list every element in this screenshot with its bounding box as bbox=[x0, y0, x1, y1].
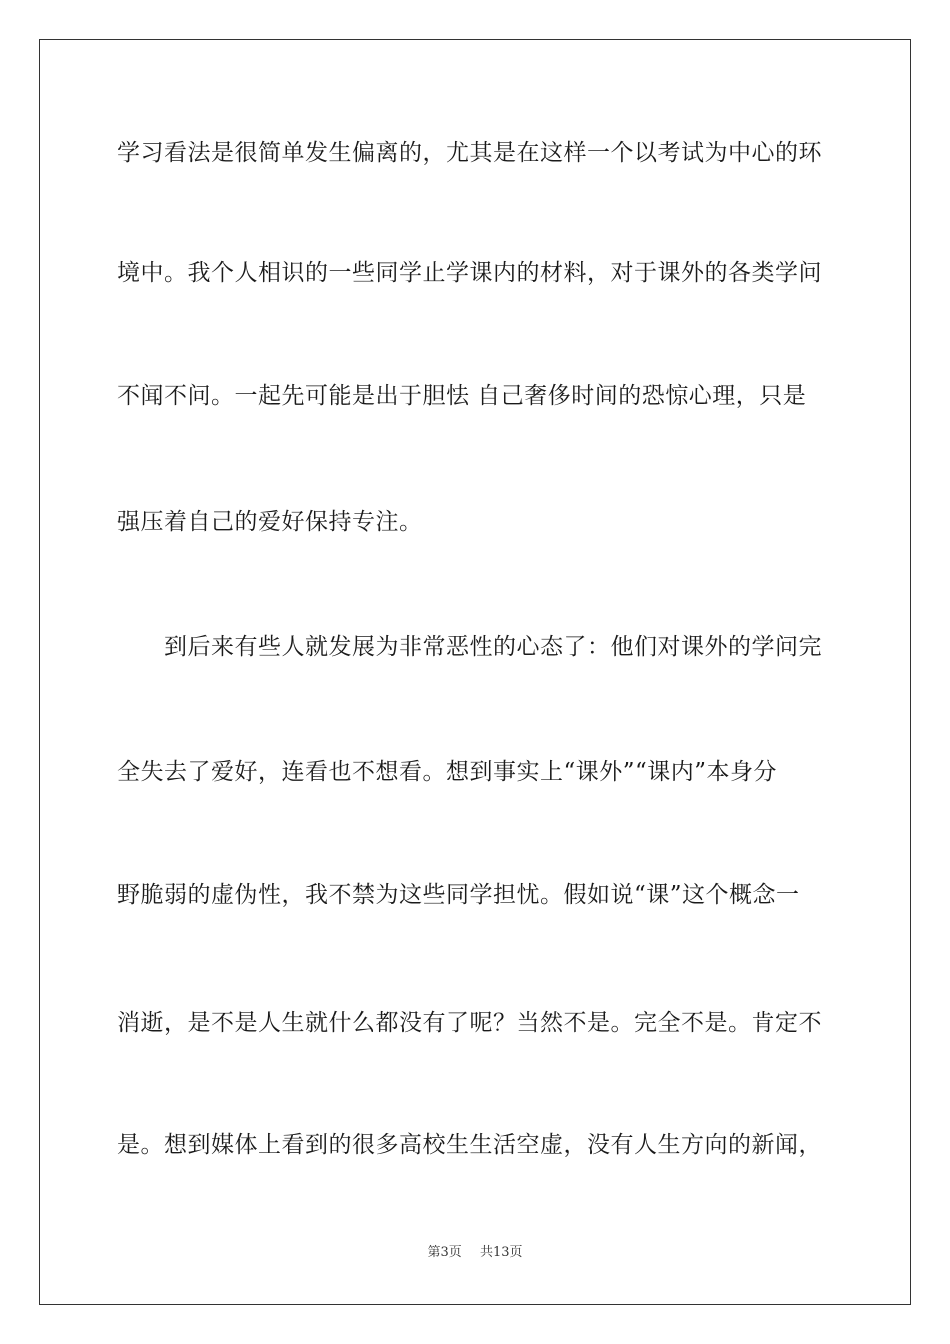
text-line-8: 消逝，是不是人生就什么都没有了呢？当然不是。完全不是。肯定不 bbox=[117, 1010, 822, 1036]
text-line-6: 全失去了爱好，连看也不想看。想到事实上“课外”“课内”本身分 bbox=[117, 759, 778, 785]
page-number: 第3页 bbox=[427, 1245, 462, 1260]
text-line-5: 到后来有些人就发展为非常恶性的心态了：他们对课外的学问完 bbox=[164, 634, 822, 660]
page-border bbox=[39, 39, 911, 1305]
text-line-3: 不闻不问。一起先可能是出于胆怯 自己奢侈时间的恐惊心理，只是 bbox=[117, 383, 807, 409]
text-line-9: 是。想到媒体上看到的很多高校生生活空虚，没有人生方向的新闻， bbox=[117, 1132, 822, 1158]
text-line-4: 强压着自己的爱好保持专注。 bbox=[117, 509, 423, 535]
page-footer bbox=[0, 1244, 950, 1262]
text-line-7: 野脆弱的虚伪性，我不禁为这些同学担忧。假如说“课”这个概念一 bbox=[117, 882, 800, 908]
text-line-2: 境中。我个人相识的一些同学止学课内的材料，对于课外的各类学问 bbox=[117, 260, 822, 286]
page-total: 共13页 bbox=[479, 1245, 523, 1260]
text-line-1: 学习看法是很简单发生偏离的，尤其是在这样一个以考试为中心的环 bbox=[117, 140, 822, 166]
